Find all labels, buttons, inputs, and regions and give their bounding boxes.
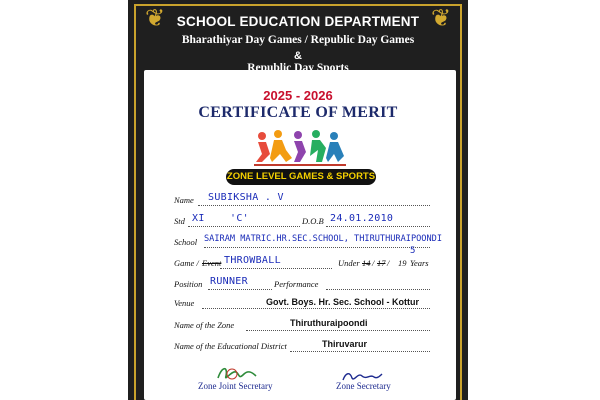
under-17: 17 xyxy=(377,258,386,268)
district-label: Name of the Educational District xyxy=(174,341,287,351)
zone-value: Thiruthuraipoondi xyxy=(290,318,368,328)
name-line xyxy=(198,205,430,206)
section-value: 'C' xyxy=(230,213,249,224)
ampersand: & xyxy=(294,50,302,62)
certificate-title: CERTIFICATE OF MERIT xyxy=(198,104,398,121)
game-label: Game / xyxy=(174,258,199,268)
position-value: RUNNER xyxy=(210,276,248,287)
under-19: 19 xyxy=(398,258,407,268)
department-heading: SCHOOL EDUCATION DEPARTMENT xyxy=(176,14,420,29)
academic-year: 2025 - 2026 xyxy=(263,88,333,103)
joint-secretary-label: Zone Joint Secretary xyxy=(198,381,273,391)
game-value: THROWBALL xyxy=(224,255,281,266)
athletes-silhouette-icon xyxy=(248,128,352,168)
name-label: Name xyxy=(174,195,194,205)
performance-label: Performance xyxy=(274,279,319,289)
dob-value: 24.01.2010 xyxy=(330,213,394,224)
secretary-label: Zone Secretary xyxy=(336,381,391,391)
games-heading: Bharathiyar Day Games / Republic Day Games xyxy=(181,34,415,46)
std-label: Std xyxy=(174,216,185,226)
std-line xyxy=(188,226,300,227)
level-banner: ZONE LEVEL GAMES & SPORTS xyxy=(226,169,376,185)
performance-line xyxy=(326,289,430,290)
zone-label: Name of the Zone xyxy=(174,320,235,330)
school-value: SAIRAM MATRIC.HR.SEC.SCHOOL, THIRUTHURAIPOONDI xyxy=(204,234,442,244)
dob-line xyxy=(326,226,430,227)
school-line xyxy=(204,247,430,248)
zone-line xyxy=(246,330,430,331)
ornament-icon: ❦ xyxy=(144,6,166,32)
venue-value: Govt. Boys. Hr. Sec. School - Kottur xyxy=(266,297,420,307)
venue-line xyxy=(202,308,430,309)
district-value: Thiruvarur xyxy=(322,339,368,349)
venue-label: Venue xyxy=(174,298,195,308)
position-line xyxy=(208,289,272,290)
district-line xyxy=(290,351,430,352)
event-label: Event xyxy=(202,258,222,268)
game-line xyxy=(220,268,332,269)
name-value: SUBIKSHA . V xyxy=(208,192,284,203)
position-label: Position xyxy=(174,279,203,289)
under-14: 14 xyxy=(362,258,371,268)
ornament-icon: ❦ xyxy=(430,6,452,32)
school-label: School xyxy=(174,237,198,247)
sports-heading: Republic Day Sports xyxy=(247,62,349,74)
std-value: XI xyxy=(192,213,205,224)
under-label: Under xyxy=(338,258,360,268)
dob-label: D.O.B xyxy=(302,216,324,226)
under-mark: 5 xyxy=(410,246,416,256)
under-years: Years xyxy=(410,258,429,268)
